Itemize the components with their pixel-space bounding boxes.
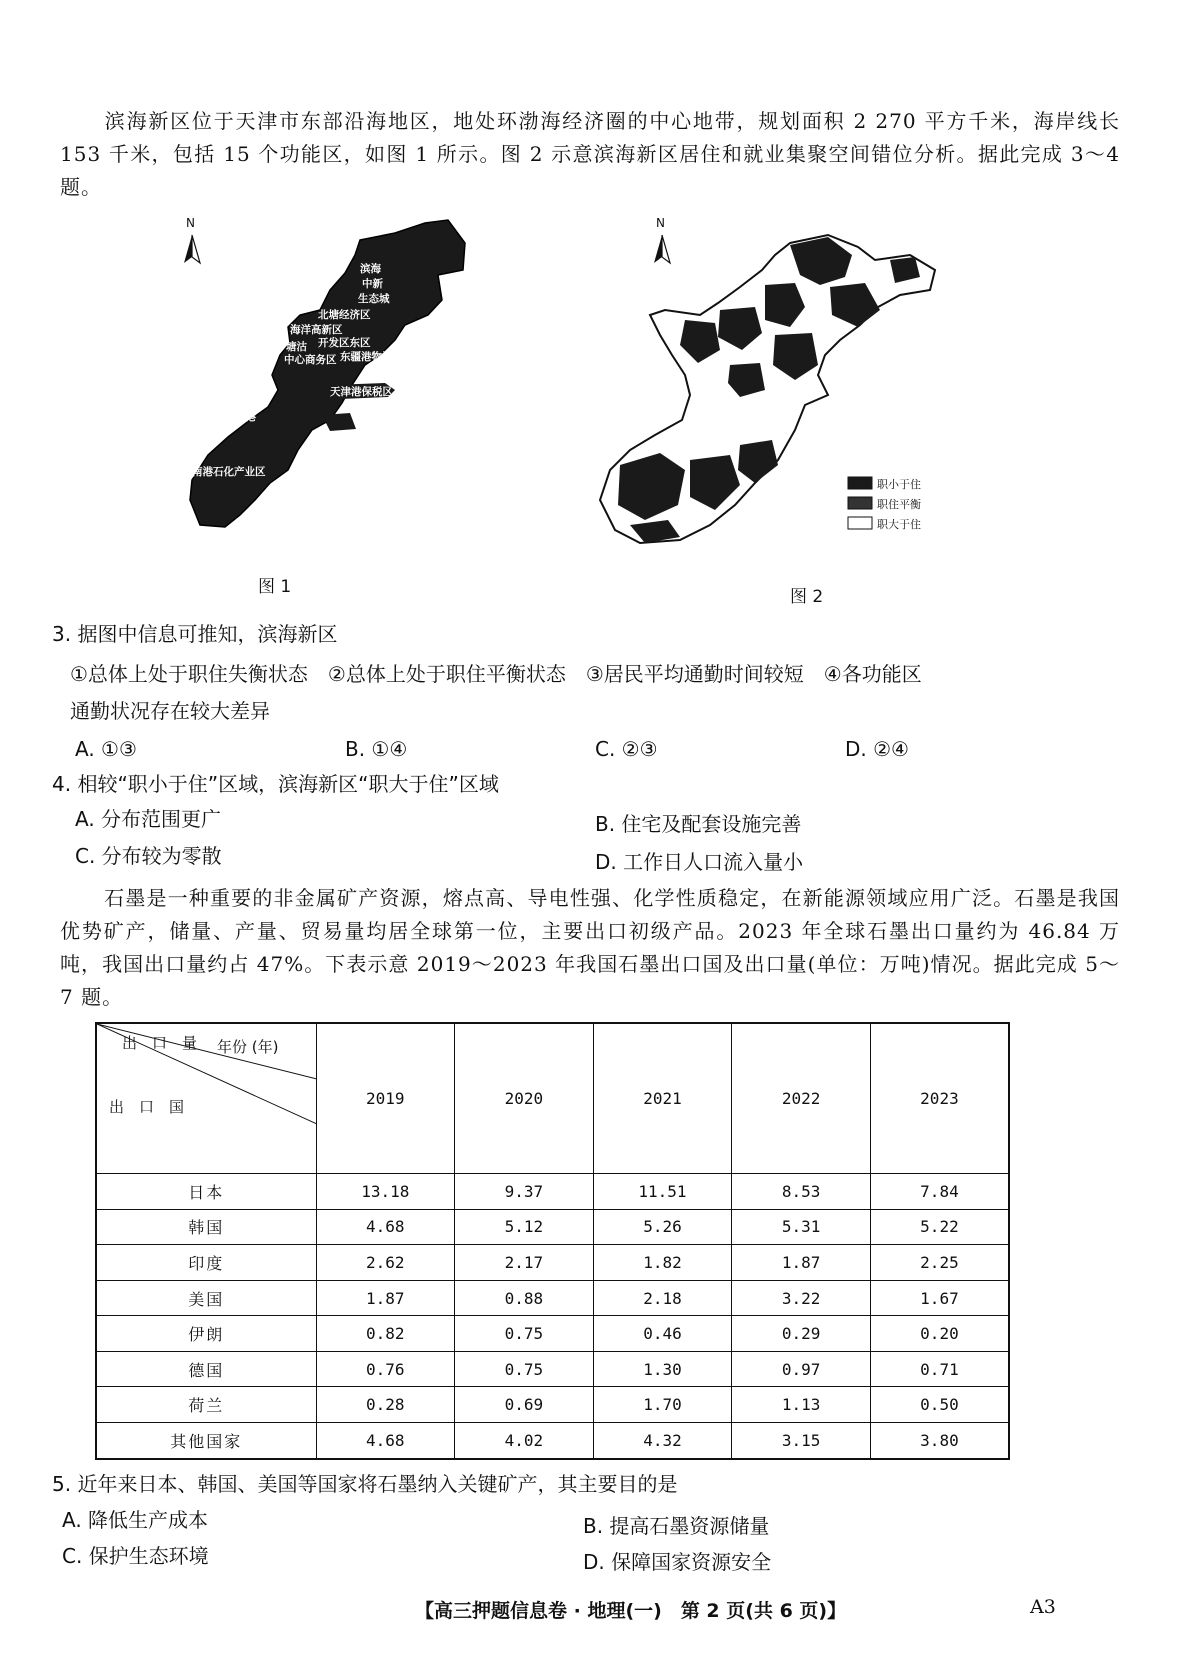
north-arrow-outline-icon: [192, 235, 200, 263]
table-cell-value: 4.02: [455, 1423, 594, 1459]
table-cell-country: 美国: [96, 1280, 316, 1316]
table-header-year: 2019: [316, 1023, 455, 1174]
question-5-option-a[interactable]: A. 降低生产成本: [62, 1508, 209, 1532]
table-cell-value: 5.22: [870, 1209, 1009, 1245]
label-dagang: 大港: [235, 411, 256, 423]
label-beitang-street: 北塘街: [288, 294, 320, 306]
table-cell-value: 2.18: [593, 1280, 732, 1316]
table-header-year: 2020: [455, 1023, 594, 1174]
intro-paragraph-graphite: 石墨是一种重要的非金属矿产资源，熔点高、导电性强、化学性质稳定，在新能源领域应用广泛。石墨是我国优势矿产，储量、产量、贸易量均居全球第一位，主要出口初级产品。2023 年全球石墨出口量约为 46.84 万吨，我国出口量约占 47%。下表示意 2019～2023 年我国石墨出口国及出口量(单位：万吨)情况。据此完成 5～7 题。: [60, 886, 1120, 1009]
figure1-caption: 图 1: [258, 577, 292, 597]
question-4-option-c[interactable]: C. 分布较为零散: [75, 844, 222, 868]
table-header-year: 2023: [870, 1023, 1009, 1174]
table-cell-value: 5.26: [593, 1209, 732, 1245]
figure2-caption: 图 2: [790, 587, 824, 607]
label-eco-city: 生态城: [358, 293, 390, 305]
question-5-title: 5. 近年来日本、韩国、美国等国家将石墨纳入关键矿产，其主要目的是: [52, 1472, 678, 1496]
figure1-binhai-districts-map: [180, 215, 500, 545]
label-tanggu: 塘沽: [286, 341, 307, 353]
table-cell-value: 0.75: [455, 1316, 594, 1352]
table-header-year: 2021: [593, 1023, 732, 1174]
label-nangang-petrochem: 南港石化产业区: [192, 466, 266, 478]
table-row: [96, 1423, 1009, 1459]
table-row: [96, 1280, 1009, 1316]
table-cell-value: 13.18: [316, 1174, 455, 1210]
table-cell-value: 1.87: [732, 1245, 871, 1281]
north-arrow-outline-icon: [662, 235, 670, 263]
label-binhai: 滨海: [360, 263, 381, 275]
legend-swatch-balanced: [848, 497, 872, 509]
table-corner-cell: [96, 1023, 316, 1174]
table-cell-country: 日本: [96, 1174, 316, 1210]
question-5-option-b[interactable]: B. 提高石墨资源储量: [583, 1514, 770, 1538]
question-3-option-d[interactable]: D. ②④: [845, 737, 909, 761]
table-cell-value: 1.67: [870, 1280, 1009, 1316]
table-cell-value: 0.71: [870, 1351, 1009, 1387]
label-future-tech-city: 未来科技城: [230, 306, 283, 318]
question-3-option-b[interactable]: B. ①④: [345, 737, 408, 761]
table-row: [96, 1387, 1009, 1423]
legend-job-housing-balanced: 职住平衡: [877, 498, 921, 511]
table-cell-value: 0.88: [455, 1280, 594, 1316]
table-cell-value: 2.17: [455, 1245, 594, 1281]
question-3-statements-line2: 通勤状况存在较大差异: [70, 699, 270, 723]
legend-swatch-job-less: [848, 477, 872, 489]
table-row: [96, 1245, 1009, 1281]
graphite-export-table: [95, 1022, 1010, 1460]
table-cell-country: 伊朗: [96, 1316, 316, 1352]
figure2-north-label: N: [656, 216, 665, 230]
table-cell-value: 3.22: [732, 1280, 871, 1316]
table-cell-country: 荷兰: [96, 1387, 316, 1423]
table-cell-value: 0.46: [593, 1316, 732, 1352]
table-cell-value: 9.37: [455, 1174, 594, 1210]
page-footer: 【高三押题信息卷 · 地理(一) 第 2 页(共 6 页)】: [415, 1600, 847, 1622]
table-cell-value: 1.30: [593, 1351, 732, 1387]
label-dongjiang-port-logistics: 东疆港物流区: [340, 351, 403, 363]
legend-job-more-than-housing: 职大于住: [877, 518, 921, 531]
table-row: [96, 1174, 1009, 1210]
table-cell-country: 其他国家: [96, 1423, 316, 1459]
table-body: [96, 1174, 1009, 1459]
table-cell-value: 0.82: [316, 1316, 455, 1352]
question-3-option-c[interactable]: C. ②③: [595, 737, 658, 761]
table-cell-value: 5.12: [455, 1209, 594, 1245]
question-3-option-a[interactable]: A. ①③: [75, 737, 137, 761]
question-5-option-d[interactable]: D. 保障国家资源安全: [583, 1550, 772, 1574]
north-arrow-icon: [184, 235, 192, 263]
label-cbd: 中心商务区: [284, 354, 337, 366]
table-cell-value: 3.80: [870, 1423, 1009, 1459]
table-cell-value: 0.29: [732, 1316, 871, 1352]
figure2-job-housing-map: [590, 215, 1010, 570]
legend-swatch-job-more: [848, 517, 872, 529]
label-tianjin-bonded-zone: 天津港保税区: [330, 386, 393, 398]
corner-label-year: 年份 (年): [217, 1038, 279, 1056]
question-5-option-c[interactable]: C. 保护生态环境: [62, 1544, 209, 1568]
label-dev-zone-east: 开发区东区: [318, 337, 371, 349]
table-cell-value: 0.97: [732, 1351, 871, 1387]
table-cell-value: 0.28: [316, 1387, 455, 1423]
paper-code: A3: [1030, 1596, 1056, 1618]
question-4-option-a[interactable]: A. 分布范围更广: [75, 807, 222, 831]
table-cell-value: 4.68: [316, 1423, 455, 1459]
label-beitang-economic-zone: 北塘经济区: [318, 309, 371, 321]
question-3-title: 3. 据图中信息可推知，滨海新区: [52, 622, 338, 646]
table-row: [96, 1316, 1009, 1352]
table-cell-value: 0.69: [455, 1387, 594, 1423]
question-4-option-d[interactable]: D. 工作日人口流入量小: [595, 850, 804, 874]
table-header-year: 2022: [732, 1023, 871, 1174]
binhai-land-shape: [190, 220, 465, 527]
intro-paragraph-binhai: 滨海新区位于天津市东部沿海地区，地处环渤海经济圈的中心地带，规划面积 2 270 平方千米，海岸线长 153 千米，包括 15 个功能区，如图 1 所示。图 2 示意滨海新区居住和就业集聚空间错位分析。据此完成 3～4 题。: [60, 109, 1120, 199]
table-cell-value: 1.70: [593, 1387, 732, 1423]
table-cell-value: 5.31: [732, 1209, 871, 1245]
table-cell-value: 1.82: [593, 1245, 732, 1281]
table-cell-value: 11.51: [593, 1174, 732, 1210]
table-cell-value: 0.50: [870, 1387, 1009, 1423]
table-row: [96, 1209, 1009, 1245]
corner-label-export-volume: 出 口 量: [122, 1034, 198, 1052]
question-4-option-b[interactable]: B. 住宅及配套设施完善: [595, 812, 802, 836]
question-4-title: 4. 相较“职小于住”区域，滨海新区“职大于住”区域: [52, 772, 499, 796]
table-cell-value: 0.76: [316, 1351, 455, 1387]
label-airport-economic-zone: 空港经济区: [200, 294, 253, 306]
figure2-legend: [848, 477, 921, 531]
table-header-row: [96, 1023, 1009, 1174]
legend-job-less-than-housing: 职小于住: [877, 478, 921, 491]
table-cell-country: 韩国: [96, 1209, 316, 1245]
table-cell-country: 德国: [96, 1351, 316, 1387]
table-cell-value: 2.25: [870, 1245, 1009, 1281]
port-pier-shape-2: [322, 413, 356, 431]
figure1-north-label: N: [186, 216, 195, 230]
table-cell-value: 4.68: [316, 1209, 455, 1245]
corner-label-export-country: 出 口 国: [109, 1098, 185, 1116]
table-cell-value: 7.84: [870, 1174, 1009, 1210]
label-dev-zone-west: 开发区西区: [226, 318, 279, 330]
table-cell-value: 8.53: [732, 1174, 871, 1210]
table-cell-value: 1.87: [316, 1280, 455, 1316]
table-cell-value: 0.75: [455, 1351, 594, 1387]
table-cell-value: 0.20: [870, 1316, 1009, 1352]
table-cell-value: 4.32: [593, 1423, 732, 1459]
north-arrow-icon: [654, 235, 662, 263]
label-zhongxin: 中新: [362, 278, 383, 290]
question-3-statements-line1: ①总体上处于职住失衡状态 ②总体上处于职住平衡状态 ③居民平均通勤时间较短 ④各功能区: [70, 662, 922, 686]
table-cell-country: 印度: [96, 1245, 316, 1281]
table-cell-value: 1.13: [732, 1387, 871, 1423]
table-cell-value: 2.62: [316, 1245, 455, 1281]
table-cell-value: 3.15: [732, 1423, 871, 1459]
table-row: [96, 1351, 1009, 1387]
label-ocean-hightech-zone: 海洋高新区: [290, 324, 343, 336]
